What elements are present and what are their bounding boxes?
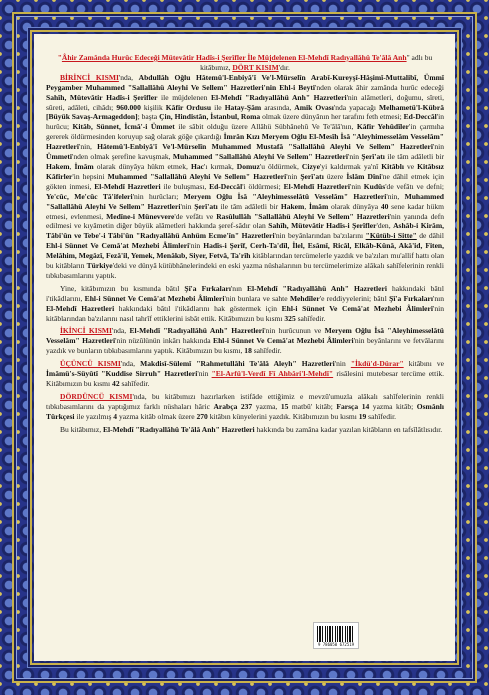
barcode-bars	[317, 626, 355, 642]
text-run: 'ne dâhil etmek için gökten inmesi,	[46, 171, 445, 191]
emphasis-run: 960.000	[116, 102, 141, 112]
text-run: 'nda,	[111, 326, 130, 336]
text-run: 'u öldürmek,	[259, 161, 302, 171]
emphasis-run: Şî'a Fırkaları	[184, 283, 231, 293]
emphasis-run: İslâm Dîni	[346, 171, 382, 181]
emphasis-run: Ehl-i Sünnet Ve Cemâ'at Mezhebi Âlimleri	[281, 303, 433, 313]
emphasis-run: Medîne-i Münevvere	[106, 211, 175, 221]
text-run: 'nda, bu kitâbımızı hazırlarken istifâde ettiğimiz e mevzû'umuzla alâkalı sahîfelerinin renkli tıbkıbasımlarını da yaptığımız farklı nüshaları hâric	[46, 391, 444, 411]
emphasis-run: Ed-Deccâl	[209, 181, 243, 191]
text-run: 'nda,	[120, 359, 141, 369]
title-end: 'dır.	[278, 62, 290, 72]
text-run: üzere	[323, 171, 347, 181]
text-run: ile yazılmış	[74, 411, 114, 421]
emphasis-run: Sahîh, Mütevâtir Hadîs-i Şerîfler	[268, 221, 377, 231]
emphasis-run: Cizye	[301, 161, 320, 171]
emphasis-run: Şerî'atı	[361, 152, 385, 162]
title-paragraph	[46, 53, 444, 73]
emphasis-run: Rasûlullâh "Sallallâhü Aleyhi Ve Sellem" Hazretleri	[216, 211, 390, 221]
barcode	[313, 622, 359, 649]
text-run: 'nin	[334, 359, 351, 369]
text-run: risâlesini mutebesar tercüme ettik. Kitâbımızın bu kısmı	[46, 369, 445, 388]
emphasis-run: Kitâblı	[381, 161, 404, 171]
text-run: olmak üzere dünyânın her tarafını feth etmesi;	[260, 112, 404, 122]
text-run: ve	[403, 161, 418, 171]
emphasis-run: El-Mehdî "Radıyallâhü Anh" Hazretleri	[247, 283, 387, 293]
text-run: 'nin bunlara ve sahte	[224, 293, 290, 303]
emphasis-run: 4	[113, 411, 118, 421]
text-run: kitâbını ve	[403, 359, 445, 369]
text-run: sahîfedir.	[366, 411, 397, 421]
emphasis-run: Hakem	[46, 161, 70, 171]
text-run: olarak dünyâya hükm etmek,	[93, 161, 191, 171]
emphasis-run: Osmânlı Türkçesi	[46, 401, 444, 421]
part-heading: İKİNCİ KISMI	[60, 326, 112, 336]
emphasis-run: 15	[280, 401, 289, 411]
emphasis-run: Ashâb-i Kirâm, Tâbi'ûn ve Tebe'-i Tâbi'ûn "Radıyallâhü Anhüm Ecme'în" Hazretleri	[46, 221, 445, 241]
text-run: 'i öldürmesi;	[242, 181, 284, 191]
text-run: arasında,	[261, 102, 295, 112]
emphasis-run: Ehl-i Sünnet Ve Cemâ'at Mezhebi Âlimleri	[84, 293, 225, 303]
text-run: 'nın	[230, 283, 247, 293]
emphasis-run: "El-Arfü'l-Verdî Fî Ahbâri'l-Mehdî"	[211, 369, 334, 379]
emphasis-run: 18	[244, 346, 252, 356]
part-paragraph	[46, 359, 444, 389]
emphasis-run: Şî'a Fırkaları	[389, 293, 433, 303]
text-run: ile müjdelenen	[157, 92, 211, 102]
text-run: ; başta	[137, 112, 160, 122]
text-run: ile buluşması,	[160, 181, 210, 191]
text-run: 'nin,	[78, 142, 98, 152]
text-run: ile tâm adâletli bir	[384, 152, 444, 162]
part-paragraph	[46, 326, 444, 356]
emphasis-run: Hadîs-i Şerîf, Cerh-Ta'dîl, İlel, Esâmî, Ricâl, Elkâb-Künâ, Akâ'id, Fiten, Melâhim, Megâzî, Fezâ'il, Yemek, Menâkıb, Siyer, Fetvâ, Ta'rîh	[46, 241, 444, 261]
part-heading: DÖRDÜNCÜ KISMI	[60, 391, 133, 401]
text-run: sahîfedir.	[119, 379, 150, 388]
text-run: 'nin hurûcunun ve	[264, 326, 325, 336]
text-run: 'nda,	[118, 72, 139, 82]
emphasis-run: Şerî'atı	[194, 201, 218, 211]
emphasis-run: Kitâbsız Kâfirler	[46, 161, 445, 181]
text-run: 'nin hurûcları;	[132, 191, 184, 201]
text-run: 'nin	[349, 181, 364, 191]
text-run: 'nin	[180, 201, 195, 211]
emphasis-run: Abdullâh Oğlu Hâtemü'l-Enbiyâ'î Ve'l-Mürselîn Arabî-Kureyşî-Hâşimî-Muttalibî, Ümmî Peygamber Muhammed "Sallallâhü Aleyhi Ve Sellem" Hazretleri'nin Ehl-i Beyti	[46, 72, 444, 92]
emphasis-run: Çin, Hindistân, İstanbul, Roma	[159, 112, 261, 122]
text-run: 'nın	[432, 293, 444, 303]
emphasis-run: El-Mehdî Hazretleri	[46, 303, 115, 313]
text-run: 'in çarmıha gererek öldürmesinden koruyup sağ olarak göğe çıkardığı	[46, 122, 444, 142]
text-run: kitâblarından tercümelerle yazdık ve ba'zıları mu'allif hattı olan bu kitâbların	[46, 251, 444, 271]
text-run: 'in hepsini	[72, 171, 108, 181]
text-run: 'nin kitâblarından ba'zılarını nasıl tahrîf ettiklerini isbât ettik. Kitâbımızın bu kısmı	[46, 303, 444, 323]
text-run: ile tâm adâletli bir	[217, 201, 281, 211]
text-run: 'nin	[286, 171, 301, 181]
part-paragraph	[46, 392, 444, 422]
emphasis-run: 270	[196, 411, 208, 421]
emphasis-run: Şerî'atı	[300, 171, 324, 181]
text-run: 'de vefâtı ve	[174, 211, 217, 221]
emphasis-run: "Kütüb-i Sitte"	[365, 231, 417, 241]
text-run: ile sâbit olduğu üzere Allâhü Sübhânehû Ve Te'âlâ'nın,	[174, 122, 357, 132]
text-run: sahîfedir.	[251, 346, 282, 356]
part-paragraph	[46, 73, 444, 281]
emphasis-run: Ye'cûc, Me'cûc Tâ'ifeleri	[46, 191, 133, 201]
emphasis-run: Ehl-i Sünnet Ve Cemâ'at Mezhebi Âlimleri	[213, 336, 354, 346]
text-run: 'den,	[376, 221, 394, 231]
text-run: yazma kitâb olmak üzere	[117, 411, 197, 421]
emphasis-run: Hac	[190, 161, 204, 171]
emphasis-run: El-Mehdî "Radıyallâhü Anh" Hazretleri	[129, 326, 265, 336]
text-run: hakkındaki bâtıl i'tikâdlarını hak göstermek için	[114, 303, 282, 313]
book-title: Âhir Zamânda Hurûc Edeceği Mütevâtir Hadîs-i Şerîfler İle Müjdelenen El-Mehdî Radıyallâhü Te'âlâ Anh	[61, 53, 407, 62]
emphasis-run: Meryem Oğlu İsâ "Aleyhimesselâtü Vesselâm" Hazretleri	[46, 326, 444, 346]
emphasis-run: Domuz	[236, 161, 260, 171]
emphasis-run: "İkdü'd-Dürar"	[350, 359, 404, 369]
text-run: 'nin nüzûlünün inkârı hakkında	[115, 336, 214, 346]
emphasis-run: Hatay-Şâm	[224, 102, 262, 112]
text-run: kişilik	[140, 102, 166, 112]
emphasis-run: Ehl-i Sünnet Ve Cemâ'at Mezhebi Âlimleri	[46, 241, 190, 251]
emphasis-run: El-Mehdî Hazretleri	[94, 181, 161, 191]
emphasis-run: El-Mehdî "Radıyallâhü Te'âlâ Anh" Hazretleri	[102, 424, 255, 434]
text-panel	[34, 34, 455, 661]
text-run: 'nda yapacağı	[333, 102, 379, 112]
text-run: ,	[304, 201, 309, 211]
text-run: matbû' kitâb;	[288, 401, 337, 411]
text-run: Yine, kitâbımızın bu kısmında bâtıl	[60, 283, 185, 293]
emphasis-run: 40	[380, 201, 389, 211]
text-run: 'yi kaldırmak ya'nî	[319, 161, 382, 171]
part-heading: ÜÇÜNCÜ KISMI	[60, 359, 121, 369]
text-run: 'nden olmak şerefine kavuşmak,	[71, 152, 173, 162]
text-run: hakkındaki bâtıl i'tikâdlarını,	[46, 283, 444, 303]
text-run: 'nin beyânlarını ve fetvâlarını yazdık ve bunların tıbkıbasımlarını yaptık. Kitâbımızın bu kısmı,	[46, 336, 444, 356]
text-run: yazma kitâb;	[369, 401, 417, 411]
emphasis-run: İmrân Kızı Meryem Oğlu El-Mesîh İsâ "Aleyhimesselâm Vesselâm" Hazretleri	[46, 132, 445, 152]
part-paragraph	[46, 425, 444, 435]
emphasis-run: El-Mehdî Hazretleri	[283, 181, 350, 191]
emphasis-run: Hâtemü'l-Enbiyâ'î Ve'l-Mürselîn Muhammed Mustafâ "Sallallâhü Aleyhi Ve Sellem" Hazretleri	[97, 142, 433, 152]
emphasis-run: Makdisî-Sülemî "Rahmetullâhi Te'âlâ Aleyh" Hazretleri	[140, 359, 335, 369]
emphasis-run: Türkiye	[86, 261, 113, 271]
emphasis-run: İmâm	[308, 201, 329, 211]
text-run: 'nin	[189, 241, 204, 251]
text-run: yazma,	[252, 401, 281, 411]
text-run: 'e reddiyyelerini; bâtıl	[319, 293, 390, 303]
emphasis-run: Melhametü'l-Kübrâ [Büyük Savaş-Armageddon]	[46, 102, 444, 122]
text-run: sahîfedir.	[295, 313, 326, 323]
text-run: olarak dünyâya	[328, 201, 381, 211]
text-run: de dâhil	[416, 231, 444, 241]
emphasis-run: Meryem Oğlu İsâ "Aleyhimesselâtü Vesselâm" Hazretleri	[183, 191, 387, 201]
emphasis-run: Kâfir Ordusu	[165, 102, 212, 112]
text-run: 'nin yanında defn edilmesi ve kıyâmetin diğer büyük alâmetleri hakkında şeref-sâdır olan	[46, 211, 445, 231]
emphasis-run: 19	[358, 411, 367, 421]
text-run: 'deki ve dünyâ kütübhânelerindeki en eski yazma nüshalarının bu tercümelerimize alâkalı sahîfelerinin renkli tıbkıbasımlarını yaptık.	[46, 261, 444, 280]
text-run: 'de vefâtı ve defni;	[385, 181, 445, 191]
emphasis-run: Amik Ovası	[294, 102, 334, 112]
title-middle: " adlı bu kitâbımız,	[200, 53, 433, 72]
text-run: 'nin,	[386, 191, 405, 201]
text-run: ,	[69, 161, 75, 171]
emphasis-run: Mehdîler	[289, 293, 320, 303]
emphasis-run: Muhammed "Sallallâhü Aleyhi Ve Sellem" Hazretleri	[107, 171, 287, 181]
emphasis-run: Hakem	[280, 201, 305, 211]
emphasis-run: İmâmü's-Süyûtî "Kuddise Sirruh" Hazretleri	[46, 369, 198, 379]
emphasis-run: İmâm	[74, 161, 94, 171]
text-run: Bu kitâbımız,	[60, 424, 103, 434]
barcode-number: 9 786050 672519	[317, 642, 355, 647]
emphasis-run: Kitâb, Sünnet, İcmâ'-i Ümmet	[72, 122, 175, 132]
part-count: DÖRT KISIM	[232, 62, 279, 72]
text-run: 'nin	[432, 142, 444, 152]
emphasis-run: Farsça 14	[336, 401, 370, 411]
text-run: 'nden olarak âhir zamânda hurûc edeceği	[315, 82, 444, 92]
emphasis-run: 325	[284, 313, 296, 323]
part-heading: BİRİNCİ KISMI	[60, 72, 119, 82]
text-run: ile	[211, 102, 225, 112]
text-run: 'ı kırmak,	[203, 161, 237, 171]
part-paragraph	[46, 284, 444, 324]
description-text	[46, 53, 444, 435]
emphasis-run: Arabça 237	[213, 401, 253, 411]
emphasis-run: El-Mehdî "Radıyallâhü Anh" Hazretleri	[210, 92, 347, 102]
text-run: 'nin	[197, 369, 212, 379]
parts-container	[46, 73, 444, 435]
text-run: hakkında bu zamâna kadar yazılan kitâbların en tafsîlâtlısıdır.	[254, 424, 443, 434]
emphasis-run: Muhammed "Sallallâhü Aleyhi Ve Sellem" Hazretleri	[46, 191, 444, 211]
text-run: 'nin alâmetleri, doğumu, sîreti, sûreti, adâleti, cihâdı;	[46, 92, 444, 112]
text-run: 'in hurûcu;	[46, 112, 444, 132]
emphasis-run: Sahîh, Mütevâtir Hadîs-i Şerîfler	[46, 92, 158, 102]
quote-open: "	[57, 53, 62, 62]
emphasis-run: Ümmeti	[46, 152, 72, 162]
emphasis-run: 42	[112, 379, 120, 388]
text-run: kitâbın künyelerini yazdık. Kitâbımızın bu kısmı	[207, 411, 359, 421]
text-run: 'nin	[347, 152, 362, 162]
emphasis-run: Ed-Deccâl	[403, 112, 437, 122]
emphasis-run: Kudüs	[363, 181, 386, 191]
emphasis-run: Kâfir Yehûdîler	[356, 122, 409, 132]
text-run: 'nin beyânlarından ba'zılarını	[274, 231, 366, 241]
emphasis-run: Muhammed "Sallallâhü Aleyhi Ve Sellem" Hazretleri	[172, 152, 348, 162]
text-run: sene kadar hükm etmesi, evlenmesi,	[46, 201, 444, 221]
